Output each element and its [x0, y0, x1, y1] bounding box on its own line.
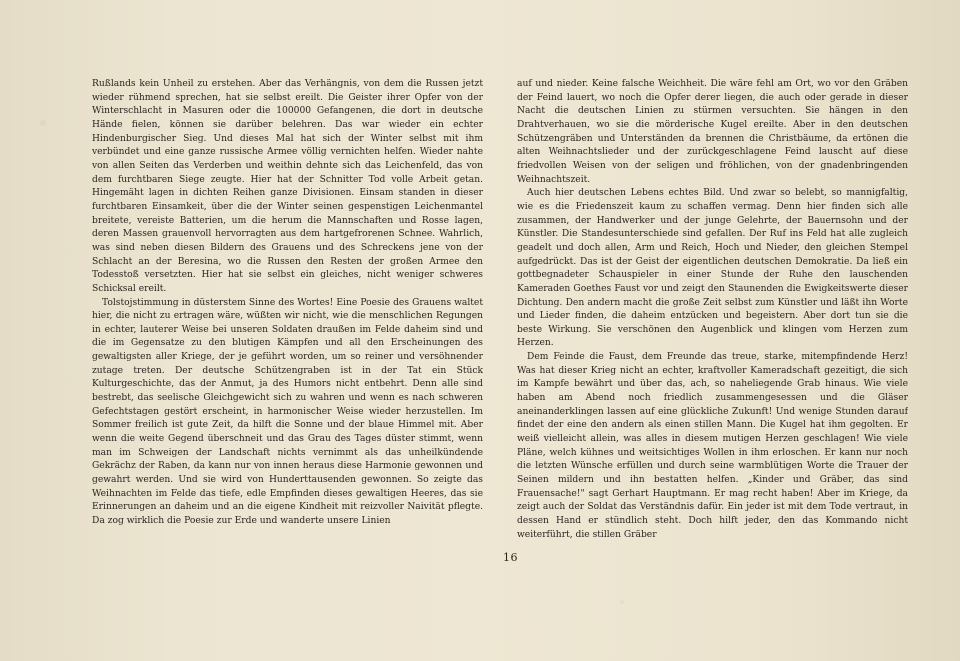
- left-text-column: [92, 78, 483, 548]
- paragraph: auf und nieder. Keine falsche Weichheit. Die wäre fehl am Ort, wo vor den Gräben der Feind lauert, wo noch die Opfer derer liegen, die auch oder gerade in dieser Nacht die deutschen Linien zu stürmen versuchten. Sie hängen in den Drahtverhauen, wo sie die mörderische Kugel ereilte. Aber in den deutschen Schützengräben und Unterständen da brennen die Christbäume, da ertönen die alten Weihnachtslieder und der zurückgeschlagene Feind lauscht auf diese friedvollen Weisen von der seligen und fröhlichen, von der gnadenbringenden Weihnachtszeit.: [517, 79, 908, 185]
- paper-spot: [40, 120, 46, 126]
- paragraph: Dem Feinde die Faust, dem Freunde das treue, starke, mitempfindende Herz! Was hat dieser Krieg nicht an echter, kraftvoller Kameradschaft gezeitigt, die sich im Kampfe bewährt und über das, ach, so naheliegende Grab hinaus. Wie viele haben am Abend noch friedlich zusammengesessen und die Gläser aneinanderklingen lassen auf eine glückliche Zukunft! Und wenige Stunden darauf findet der eine den andern als einen stillen Mann. Die Kugel hat ihm gegolten. Er weiß vielleicht allein, was alles in diesem mutigen Herzen geschlagen! Wie viele Pläne, welch kühnes und weitsichtiges Wollen in ihm erloschen. Er kann nur noch die letzten Wünsche erfüllen und durch seine warmblütigen Worte die Trauer der Seinen mildern und ihn bestatten helfen. „Kinder und Gräber, das sind Frauensache!" sagt Gerhart Hauptmann. Er mag recht haben! Aber im Kriege, da zeigt auch der Soldat das Verständnis dafür. Ein jeder ist mit dem Tode vertraut, in dessen Hand er stündlich steht. Doch hilft jeder, den das Kommando nicht weiterführt, die stillen Gräber: [517, 352, 908, 540]
- paragraph: Auch hier deutschen Lebens echtes Bild. Und zwar so belebt, so mannigfaltig, wie es die Friedenszeit kaum zu schaffen vermag. Denn hier finden sich alle zusammen, der Handwerker und der junge Gelehrte, der Bauernsohn und der Künstler. Die Standesunterschiede sind gefallen. Der Ruf ins Feld hat alle zugleich geadelt und doch allen, Arm und Reich, Hoch und Nieder, den gleichen Stempel aufgedrückt. Das ist der Geist der eigentlichen deutschen Demokratie. Da ließ ein gottbegnadeter Schauspieler in einer Stunde der Ruhe den lauschenden Kameraden Goethes Faust vor und zeigt den Staunenden die Ewigkeitswerte dieser Dichtung. Den andern macht die große Zeit selbst zum Künstler und läßt ihn Worte und Lieder finden, die daheim entzücken und begeistern. Aber dort tun sie die beste Wirkung. Sie verschönen den Augenblick und klingen vom Herzen zum Herzen.: [517, 188, 908, 349]
- right-text-column: [517, 78, 908, 548]
- page-number: 16: [503, 551, 518, 564]
- paragraph: Tolstojstimmung in düsterstem Sinne des Wortes! Eine Poesie des Grauens waltet hier, die nicht zu ertragen wäre, wüßten wir nicht, wie die menschlichen Regungen in echter, lauterer Weise bei unseren Soldaten draußen im Felde daheim sind und die im Gegensatze zu den blutigen Kämpfen und all den Erscheinungen des gewaltigsten aller Kriege, der je geführt worden, um so reiner und versöhnender zutage treten. Der deutsche Schützengraben ist in der Tat ein Stück Kulturgeschichte, das der Anmut, ja des Humors nicht entbehrt. Denn alle sind bestrebt, das seelische Gleichgewicht sich zu wahren und wenn es nach schweren Gefechtstagen gestört erscheint, in harmonischer Weise wieder herzustellen. Im Sommer freilich ist gute Zeit, da hilft die Sonne und der blaue Himmel mit. Aber wenn die weite Gegend überschneit und das Grau des Tages düster stimmt, wenn man im Schweigen der Landschaft nichts vernimmt als das unheilkündende Gekrächz der Raben, da kann nur von innen heraus diese Harmonie gewonnen und gewahrt werden. Und sie wird von Hunderttausenden gewonnen. So zeigte das Weihnachten im Felde das tiefe, edle Empfinden dieses gewaltigen Heeres, das sie Erinnerungen an daheim und an die eigene Kindheit mit reizvoller Naivität pflegte. Da zog wirklich die Poesie zur Erde und wanderte unsere Linien: [92, 297, 483, 526]
- paper-spot: [620, 600, 624, 604]
- paragraph: Rußlands kein Unheil zu erstehen. Aber das Verhängnis, von dem die Russen jetzt wieder rühmend sprechen, hat sie selbst ereilt. Die Geister ihrer Opfer von der Winterschlacht in Masuren oder die 100000 Gefangenen, die dort in deutsche Hände fielen, können sie darüber belehren. Das war wieder ein echter Hindenburgischer Sieg. Und dieses Mal hat sich der Winter selbst mit ihm verbündet und eine ganze russische Armee völlig vernichten helfen. Wieder nahte von allen Seiten das Verderben und weithin dehnte sich das Leichenfeld, das von dem furchtbaren Siege zeugte. Hier hat der Schnitter Tod volle Arbeit getan. Hingemäht lagen in dichten Reihen ganze Divisionen. Einsam standen in dieser furchtbaren Einsamkeit, über die der Winter seinen gespenstigen Leichenmantel breitete, vereiste Batterien, um die herum die Mannschaften und Rosse lagen, deren Massen grauenvoll hervorragten aus dem hartgefrorenen Schnee. Wahrlich, was sind neben diesen Bildern des Grauens und des Schreckens jene von der Schlacht an der Beresina, wo die Russen den Resten der großen Armee den Todesstoß versetzten. Hier hat sie selbst ein gleiches, nicht weniger schweres Schicksal ereilt.: [92, 79, 483, 294]
